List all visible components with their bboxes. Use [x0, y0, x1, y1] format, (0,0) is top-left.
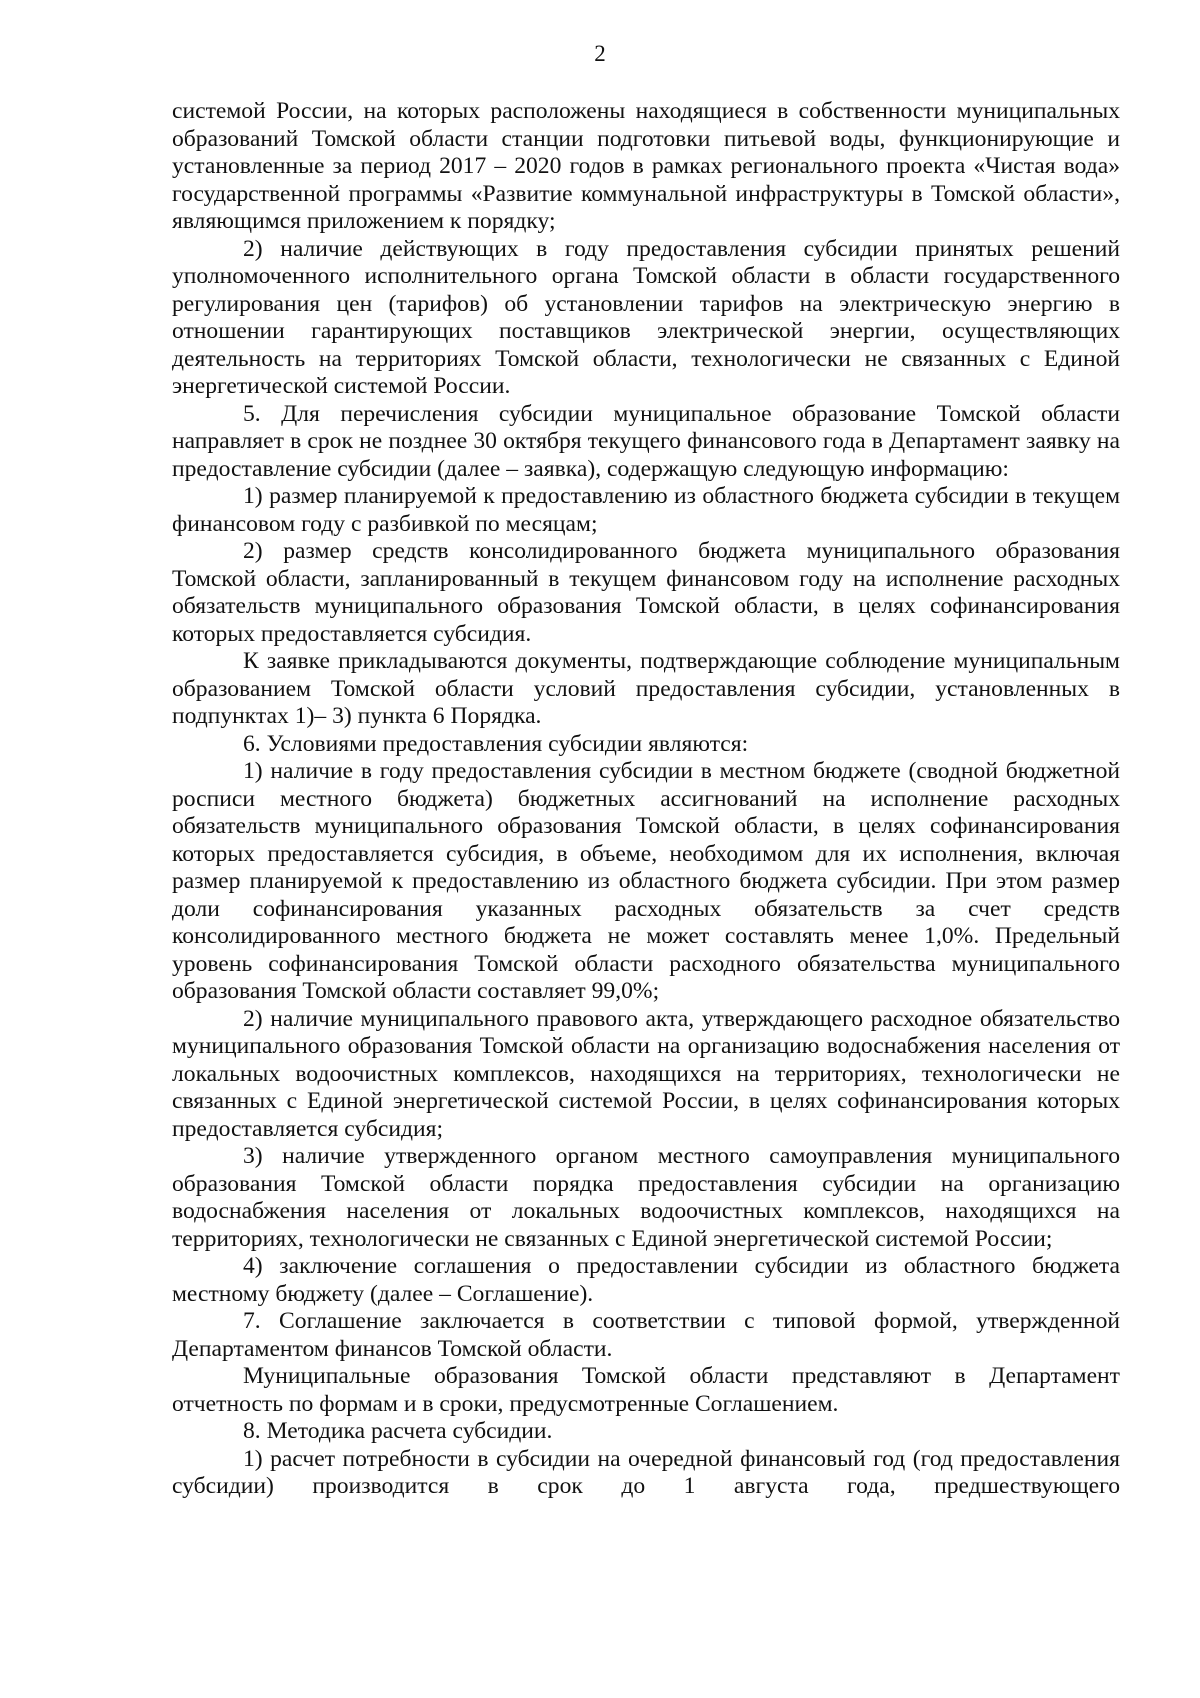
paragraph-item-2-tariff-decisions: 2) наличие действующих в году предоставления субсидии принятых решений уполномоченного исполнительного органа Томской области в области государственного регулирования цен (тарифов) об установлении тарифов на электрическую энергию в отношении гарантирующих поставщиков электрической энергии, осуществляющих деятельность на территориях Томской области, технологически не связанных с Единой энергетической системой России.	[172, 235, 1120, 399]
paragraph-condition-3: 3) наличие утвержденного органом местного самоуправления муниципального образования Томской области порядка предоставления субсидии на организацию водоснабжения населения от локальных водоочистных комплексов, находящихся на территориях, технологически не связанных с Единой энергетической системой России;	[172, 1143, 1120, 1252]
document-body	[172, 98, 1120, 1501]
page-number: 2	[594, 41, 606, 66]
paragraph-reporting: Муниципальные образования Томской области представляют в Департамент отчетность по формам и в сроки, предусмотренные Соглашением.	[172, 1363, 1120, 1417]
paragraph-item-2-budget-funds: 2) размер средств консолидированного бюджета муниципального образования Томской области, запланированный в текущем финансовом году на исполнение расходных обязательств муниципального образования Томской области, в целях софинансирования которых предоставляется субсидия.	[172, 538, 1120, 647]
paragraph-section-8: 8. Методика расчета субсидии.	[243, 1418, 553, 1444]
paragraph-attached-documents: К заявке прикладываются документы, подтверждающие соблюдение муниципальным образованием Томской области условий предоставления субсидии, установленных в подпунктах 1)– 3) пункта 6 Порядка.	[172, 648, 1120, 729]
paragraph-condition-2: 2) наличие муниципального правового акта, утверждающего расходное обязательство муниципального образования Томской области на организацию водоснабжения населения от локальных водоочистных комплексов, находящихся на территориях, технологически не связанных с Единой энергетической системой России, в целях софинансирования которых предоставляется субсидия;	[172, 1005, 1120, 1142]
paragraph-continuation: системой России, на которых расположены находящиеся в собственности муниципальных образований Томской области станции подготовки питьевой воды, функционирующие и установленные за период 2017 – 2020 годов в рамках регионального проекта «Чистая вода» государственной программы «Развитие коммунальной инфраструктуры в Томской области», являющимся приложением к порядку;	[172, 98, 1120, 234]
paragraph-item-1-subsidy-amount: 1) размер планируемой к предоставлению из областного бюджета субсидии в текущем финансовом году с разбивкой по месяцам;	[172, 483, 1120, 537]
paragraph-section-6: 6. Условиями предоставления субсидии являются:	[243, 730, 749, 757]
paragraph-section-5: 5. Для перечисления субсидии муниципальное образование Томской области направляет в срок не позднее 30 октября текущего финансового года в Департамент заявку на предоставление субсидии (далее – заявка), содержащую следующую информацию:	[172, 400, 1120, 482]
paragraph-condition-1: 1) наличие в году предоставления субсидии в местном бюджете (сводной бюджетной росписи местного бюджета) бюджетных ассигнований на исполнение расходных обязательств муниципального образования Томской области, в целях софинансирования которых предоставляется субсидия, в объеме, необходимом для их исполнения, включая размер планируемой к предоставлению из областного бюджета субсидии. При этом размер доли софинансирования указанных расходных обязательств за счет средств консолидированного местного бюджета не может составлять менее 1,0%. Предельный уровень софинансирования Томской области расходного обязательства муниципального образования Томской области составляет 99,0%;	[172, 758, 1120, 1004]
paragraph-condition-4: 4) заключение соглашения о предоставлении субсидии из областного бюджета местному бюджету (далее – Соглашение).	[172, 1253, 1120, 1307]
paragraph-section-7: 7. Соглашение заключается в соответствии с типовой формой, утвержденной Департаментом финансов Томской области.	[172, 1308, 1120, 1362]
paragraph-calculation-item-1: 1) расчет потребности в субсидии на очередной финансовый год (год предоставления субсидии) производится в срок до 1 августа года, предшествующего	[172, 1445, 1120, 1499]
